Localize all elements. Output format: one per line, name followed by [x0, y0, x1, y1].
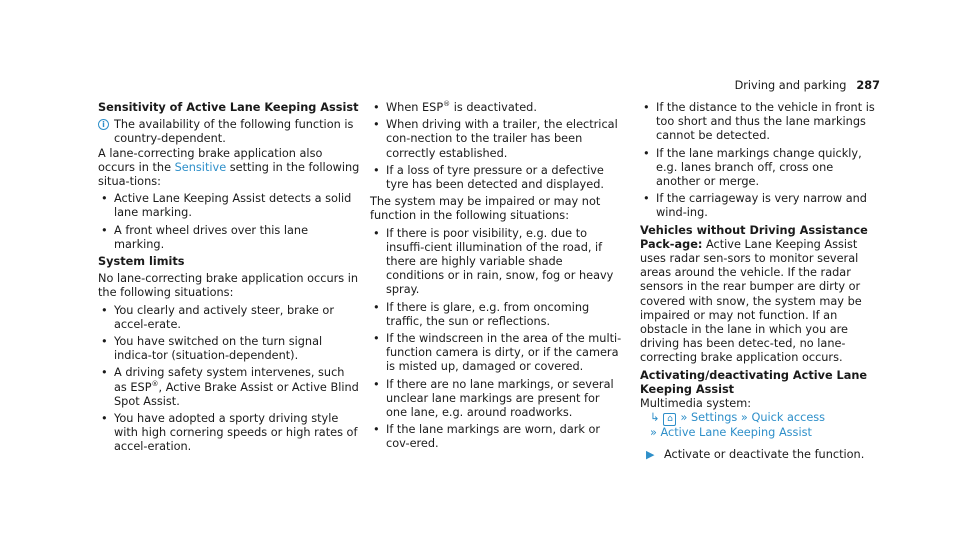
- text: Active Lane Keeping Assist uses radar sen-sors to monitor several areas around the vehicle. If the radar sensors in the rear bumper are dirty or covered with snow, the system may be impaired or may not function. If an obstacle in the lane in which you are driving has been detec-ted, no lane-correcting brake application occurs.: [640, 237, 862, 365]
- note: [98, 118, 360, 146]
- menu-path: [640, 411, 880, 426]
- paragraph: Multimedia system:: [640, 397, 752, 411]
- paragraph: [98, 147, 360, 190]
- list-item: • You have switched on the turn signal indica-tor (situation-dependent).: [98, 335, 360, 363]
- text: is deactivated.: [450, 101, 537, 114]
- paragraph: [640, 224, 880, 366]
- return-arrow-icon: ↳: [650, 411, 660, 425]
- text: When ESP: [386, 101, 444, 114]
- list-item: • When driving with a trailer, the electrical con-nection to the trailer has been correctly established.: [370, 118, 624, 161]
- action-text: Activate or deactivate the function.: [664, 448, 865, 462]
- list-item: [370, 101, 624, 115]
- list-item: • If the distance to the vehicle in front is too short and thus the lane markings cannot be detected.: [640, 101, 880, 144]
- list-item: • Active Lane Keeping Assist detects a solid lane marking.: [98, 192, 360, 220]
- setting-name: Sensitive: [174, 160, 227, 174]
- page-number: 287: [856, 79, 880, 92]
- list-item: • If the carriageway is very narrow and wind-ing.: [640, 192, 880, 220]
- list-item: • A front wheel drives over this lane marking.: [98, 224, 360, 252]
- menu-path-quick-access: Quick access: [751, 411, 826, 425]
- list-item: • If there is glare, e.g. from oncoming traffic, the sun or reflections.: [370, 301, 624, 329]
- double-chevron-icon: »: [740, 411, 748, 425]
- registered-mark: ®: [151, 379, 159, 388]
- list-item: • If the lane markings change quickly, e.g. lanes branch off, cross one another or merge.: [640, 147, 880, 190]
- home-icon: ⌂: [663, 413, 676, 426]
- paragraph: No lane-correcting brake application occurs in the following situations:: [98, 272, 359, 300]
- text: A driving safety system intervenes, such as ESP: [114, 366, 345, 394]
- list-item: • If a loss of tyre pressure or a defective tyre has been detected and displayed.: [370, 164, 624, 192]
- menu-path: [640, 426, 880, 440]
- menu-path-settings: Settings: [690, 411, 738, 425]
- subheading: Vehicles without Driving Assistance Pack-age:: [640, 223, 868, 251]
- registered-mark: ®: [443, 100, 451, 109]
- column-2: [370, 101, 624, 452]
- section-title: Driving and parking: [734, 79, 847, 92]
- text: A lane-correcting brake application also occurs in the: [98, 146, 323, 174]
- list-item: • If there is poor visibility, e.g. due to insuffi-cient illumination of the road, if there are highly variable shade conditions or in rain, snow, fog or heavy spray.: [370, 227, 624, 298]
- menu-path-lane-keeping: Active Lane Keeping Assist: [660, 426, 812, 440]
- page-header: [735, 79, 880, 93]
- list-item: • If the lane markings are worn, dark or cov-ered.: [370, 423, 624, 451]
- text: setting in the following situa-tions:: [98, 160, 360, 189]
- list-item: • You clearly and actively steer, brake or accel-erate.: [98, 304, 360, 332]
- text: , Active Brake Assist or Active Blind Spot Assist.: [114, 380, 359, 408]
- subheading: Activating/deactivating Active Lane Keeping Assist: [640, 368, 868, 396]
- list-item: • If there are no lane markings, or several unclear lane markings are present for one lane, e.g. around roadworks.: [370, 378, 624, 421]
- note-text: The availability of the following function is country-dependent.: [114, 118, 354, 146]
- play-arrow-icon: ▶: [646, 448, 655, 462]
- list-item: • You have adopted a sporty driving style with high cornering speeds or high rates of accel-eration.: [98, 412, 360, 455]
- double-chevron-icon: »: [650, 426, 657, 440]
- double-chevron-icon: »: [680, 411, 688, 425]
- paragraph: The system may be impaired or may not function in the following situations:: [370, 195, 601, 223]
- column-1: [98, 101, 360, 455]
- action-step: [640, 448, 880, 462]
- column-3: [640, 101, 880, 463]
- section-heading: Sensitivity of Active Lane Keeping Assist: [98, 101, 359, 114]
- list-item: [98, 366, 360, 409]
- info-icon: i: [98, 119, 109, 130]
- list-item: • If the windscreen in the area of the multi-function camera is dirty, or if the camera is misted up, damaged or covered.: [370, 332, 624, 375]
- subheading: System limits: [98, 255, 185, 269]
